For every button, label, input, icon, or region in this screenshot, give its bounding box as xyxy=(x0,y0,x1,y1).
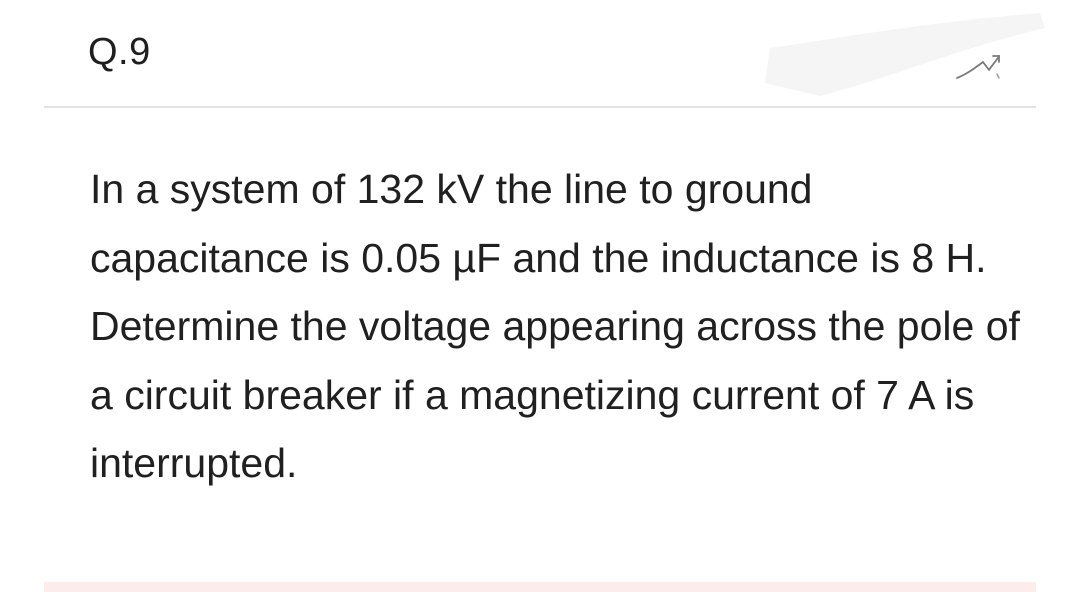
header-divider xyxy=(44,106,1036,108)
smudge-mark xyxy=(760,8,1050,98)
expand-icon[interactable] xyxy=(953,52,1003,82)
bottom-strip xyxy=(44,582,1036,592)
question-text: In a system of 132 kV the line to ground capacitance is 0.05 µF and the inductance is 8 H. Determine the voltage appearing across the pole of a circuit breaker if a magnetizing current of 7 A is interrupted. xyxy=(90,166,1020,486)
question-number: Q.9 xyxy=(88,31,151,73)
